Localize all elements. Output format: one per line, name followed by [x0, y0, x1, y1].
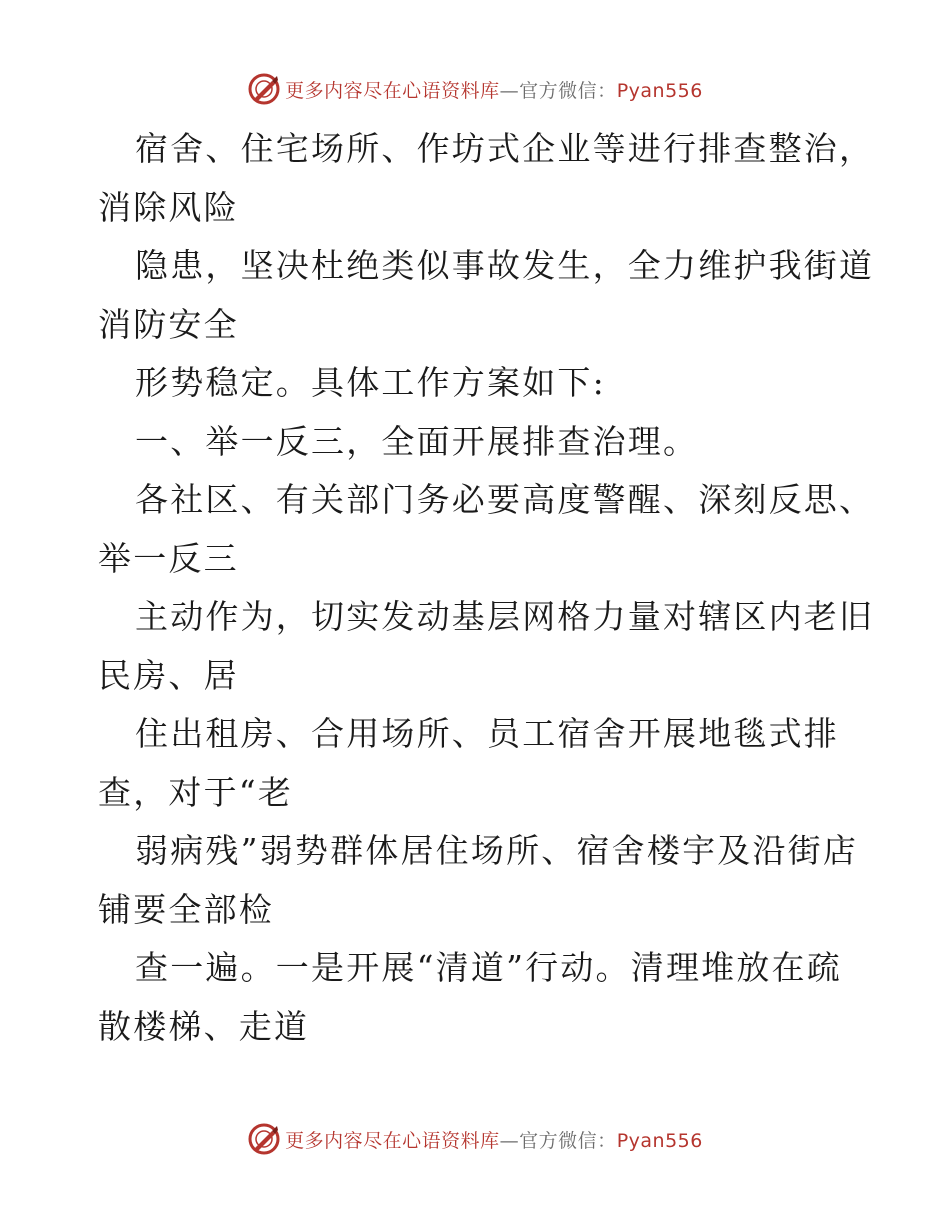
body-line: 各社区、有关部门务必要高度警醒、深刻反思、: [135, 480, 875, 519]
body-line: 消除风险: [98, 187, 239, 227]
body-line: 查一遍。一是开展“清道”行动。清理堆放在疏: [135, 948, 842, 987]
body-line: 形势稳定。具体工作方案如下:: [135, 363, 606, 402]
watermark-separator: —: [499, 79, 520, 102]
watermark-prefix: 更多内容尽在心语资料库: [285, 1129, 500, 1152]
quill-pen-logo-icon: [247, 1122, 281, 1156]
body-line: 查，对于“老: [98, 772, 294, 812]
watermark-wechat-id: Pyan556: [616, 79, 703, 102]
body-line: 隐患，坚决杜绝类似事故发生，全力维护我街道: [135, 246, 875, 285]
body-line: 宿舍、住宅场所、作坊式企业等进行排查整治，: [135, 129, 875, 168]
watermark-wechat-label: 官方微信：: [519, 79, 617, 102]
watermark-text: [285, 76, 703, 103]
watermark-text: [285, 1126, 703, 1153]
body-line: 民房、居: [98, 655, 239, 695]
quill-pen-logo-icon: [247, 72, 281, 106]
footer-watermark: [0, 1122, 950, 1156]
body-line: 消防安全: [98, 304, 239, 344]
body-line: 住出租房、合用场所、员工宿舍开展地毯式排: [135, 714, 839, 753]
document-body: [98, 120, 875, 1056]
body-line: 铺要全部检: [98, 889, 274, 929]
watermark-wechat-label: 官方微信：: [519, 1129, 617, 1152]
watermark-prefix: 更多内容尽在心语资料库: [285, 79, 500, 102]
body-line: 举一反三: [98, 538, 239, 578]
body-line: 主动作为，切实发动基层网格力量对辖区内老旧: [135, 597, 875, 636]
watermark-separator: —: [499, 1129, 520, 1152]
header-watermark: [0, 72, 950, 106]
watermark-wechat-id: Pyan556: [616, 1129, 703, 1152]
body-line: 弱病残”弱势群体居住场所、宿舍楼宇及沿街店: [135, 831, 859, 870]
section-heading: 一、举一反三，全面开展排查治理。: [135, 421, 699, 461]
body-line: 散楼梯、走道: [98, 1006, 310, 1046]
